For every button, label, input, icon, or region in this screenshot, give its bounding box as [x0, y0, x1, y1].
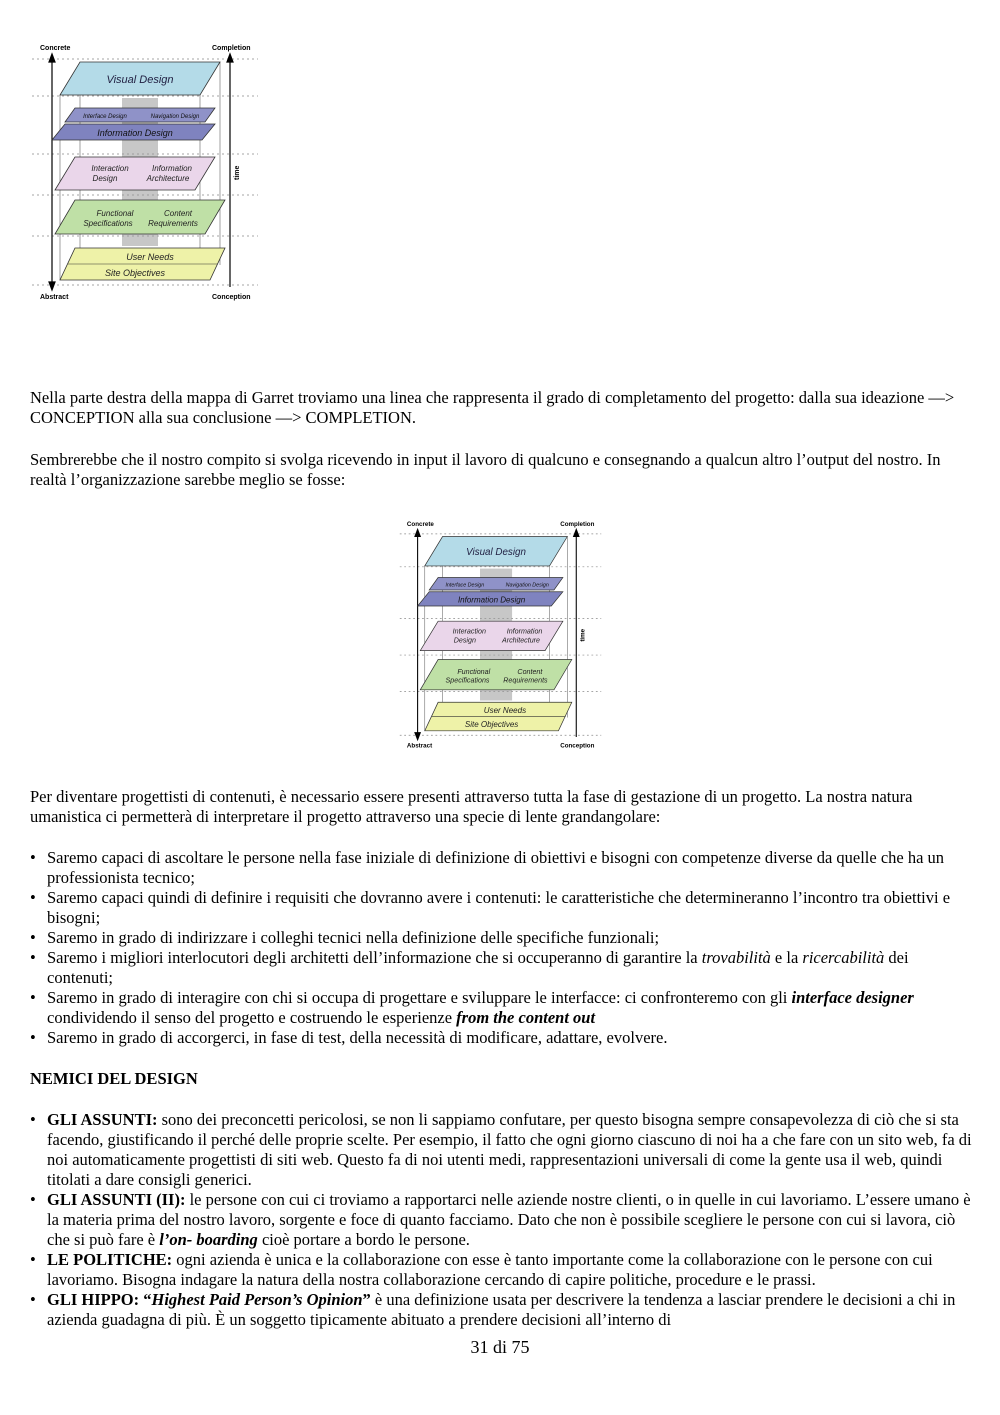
abstract-label: Abstract — [406, 742, 433, 750]
list-item: • Saremo capaci quindi di definire i requisiti che dovranno avere i contenuti: le caratteristiche che determineranno l’incontro tra obiettivi e bisogni; — [30, 888, 975, 928]
scope-plane — [55, 200, 225, 234]
information-architecture-label-1: Information — [151, 164, 193, 173]
paragraph-organization: Sembrerebbe che il nostro compito si svolga ricevendo in input il lavoro di qualcuno e consegnando a qualcun altro l’output del nostro. In realtà l’organizzazione sarebbe meglio se fosse: — [30, 450, 941, 489]
content-requirements-label-1: Content — [517, 667, 543, 676]
functional-specs-label-2: Specifications — [445, 676, 490, 685]
completion-label: Completion — [212, 45, 251, 52]
garrett-elements-diagram — [30, 40, 260, 305]
navigation-design-label: Navigation Design — [150, 114, 200, 120]
design-enemies-list — [30, 1110, 975, 1330]
information-architecture-label-1: Information — [506, 627, 543, 636]
functional-specs-label-1: Functional — [457, 667, 491, 676]
information-design-label: Information Design — [457, 595, 526, 605]
garrett-elements-diagram-small — [398, 515, 603, 755]
capabilities-list — [30, 848, 975, 1048]
interaction-design-label-2: Design — [453, 636, 476, 645]
paragraph-content-designers: Per diventare progettisti di contenuti, è necessario essere presenti attraverso tutta la fase di gestazione di un progetto. La nostra natura umanistica ci permetterà di interpretare il progetto attraverso una specie di lente grandangolare: — [30, 787, 913, 826]
paragraph-completion-line: Nella parte destra della mappa di Garret troviamo una linea che rappresenta il grado di completamento del progetto: dalla sua ideazione —> CONCEPTION alla sua conclusione —> COMPLETION. — [30, 388, 955, 427]
page-number: 31 di 75 — [470, 1337, 530, 1357]
functional-specs-label-1: Functional — [96, 209, 134, 218]
content-requirements-label-2: Requirements — [503, 676, 548, 685]
garrett-diagram-1 — [30, 40, 260, 305]
interface-design-label: Interface Design — [445, 582, 485, 589]
functional-specs-label-2: Specifications — [83, 219, 133, 228]
list-item: • Saremo in grado di accorgerci, in fase di test, della necessità di modificare, adattare, evolvere. — [30, 1028, 975, 1048]
time-label: time — [234, 165, 241, 180]
concrete-label: Concrete — [40, 45, 71, 52]
site-objectives-label: Site Objectives — [464, 720, 519, 730]
conception-label: Conception — [560, 742, 595, 750]
concrete-label: Concrete — [406, 520, 434, 528]
user-needs-label: User Needs — [483, 705, 527, 715]
completion-label: Completion — [560, 520, 595, 528]
list-item: • Saremo capaci di ascoltare le persone nella fase iniziale di definizione di obiettivi e bisogni con competenze diverse da quelle che ha un professionista tecnico; — [30, 848, 975, 888]
interaction-design-label-1: Interaction — [452, 627, 486, 636]
scope-plane — [420, 660, 572, 690]
list-item: • Saremo in grado di interagire con chi si occupa di progettare e sviluppare le interfacce: ci confronteremo con gli interface designer condividendo il senso del progetto e costruendo le esperienze from the content out — [30, 988, 975, 1028]
interaction-plane — [420, 621, 563, 650]
abstract-label: Abstract — [40, 294, 69, 301]
list-item: • LE POLITICHE: ogni azienda è unica e la collaborazione con esse è tanto importante come la collaborazione con le persone con cui lavoriamo. Bisogna indagare la natura della nostra collaborazione cercando di capire politiche, procedure e le prassi. — [30, 1250, 975, 1290]
interaction-design-label-2: Design — [92, 174, 118, 183]
content-requirements-label-1: Content — [163, 209, 193, 218]
content-requirements-label-2: Requirements — [148, 219, 198, 228]
list-item: • GLI ASSUNTI (II): le persone con cui ci troviamo a rapportarci nelle aziende nostre clienti, o in quelle in cui lavoriamo. L’essere umano è la materia prima del nostro lavoro, sorgente e foce di quanto facciamo. Dato che non è possibile scegliere le persone con cui si lavora, ciò che si può fare è l’on- boarding cioè portare a bordo le persone. — [30, 1190, 975, 1250]
list-item: • GLI ASSUNTI: sono dei preconcetti pericolosi, se non li sappiamo confutare, per questo bisogna sempre consapevolezza di ciò che si sta facendo, giustificando il perché delle proprie scelte. Per esempio, il fatto che ogni giorno ciascuno di noi ha a che fare con un sito web, fa di noi automaticamente progettisti di siti web. Questo fa di noi utenti medi, rappresentazioni universali di come la gente usa il web, quindi titolati a dare consigli generici. — [30, 1110, 975, 1190]
site-objectives-label: Site Objectives — [104, 268, 166, 278]
conception-label: Conception — [212, 294, 251, 301]
navigation-design-label: Navigation Design — [505, 582, 549, 589]
interaction-design-label-1: Interaction — [91, 164, 129, 173]
time-label: time — [579, 628, 587, 642]
section-heading: NEMICI DEL DESIGN — [30, 1069, 198, 1088]
visual-design-label: Visual Design — [466, 547, 526, 559]
information-design-label: Information Design — [97, 128, 173, 138]
garrett-diagram-2 — [398, 515, 603, 755]
list-item: • GLI HIPPO: “Highest Paid Person’s Opinion” è una definizione usata per descrivere la tendenza a lasciar prendere le decisioni a chi in azienda guadagna di più. È un soggetto tipicamente abituato a prendere decisioni all’interno di — [30, 1290, 975, 1330]
interaction-plane — [55, 157, 215, 190]
list-item: • Saremo in grado di indirizzare i colleghi tecnici nella definizione delle specifiche funzionali; — [30, 928, 975, 948]
list-item: • Saremo i migliori interlocutori degli architetti dell’informazione che si occuperanno di garantire la trovabilità e la ricercabilità dei contenuti; — [30, 948, 975, 988]
information-architecture-label-2: Architecture — [501, 636, 541, 645]
interface-design-label: Interface Design — [83, 114, 127, 120]
user-needs-label: User Needs — [126, 252, 174, 262]
visual-design-label: Visual Design — [106, 74, 174, 86]
information-architecture-label-2: Architecture — [146, 174, 190, 183]
